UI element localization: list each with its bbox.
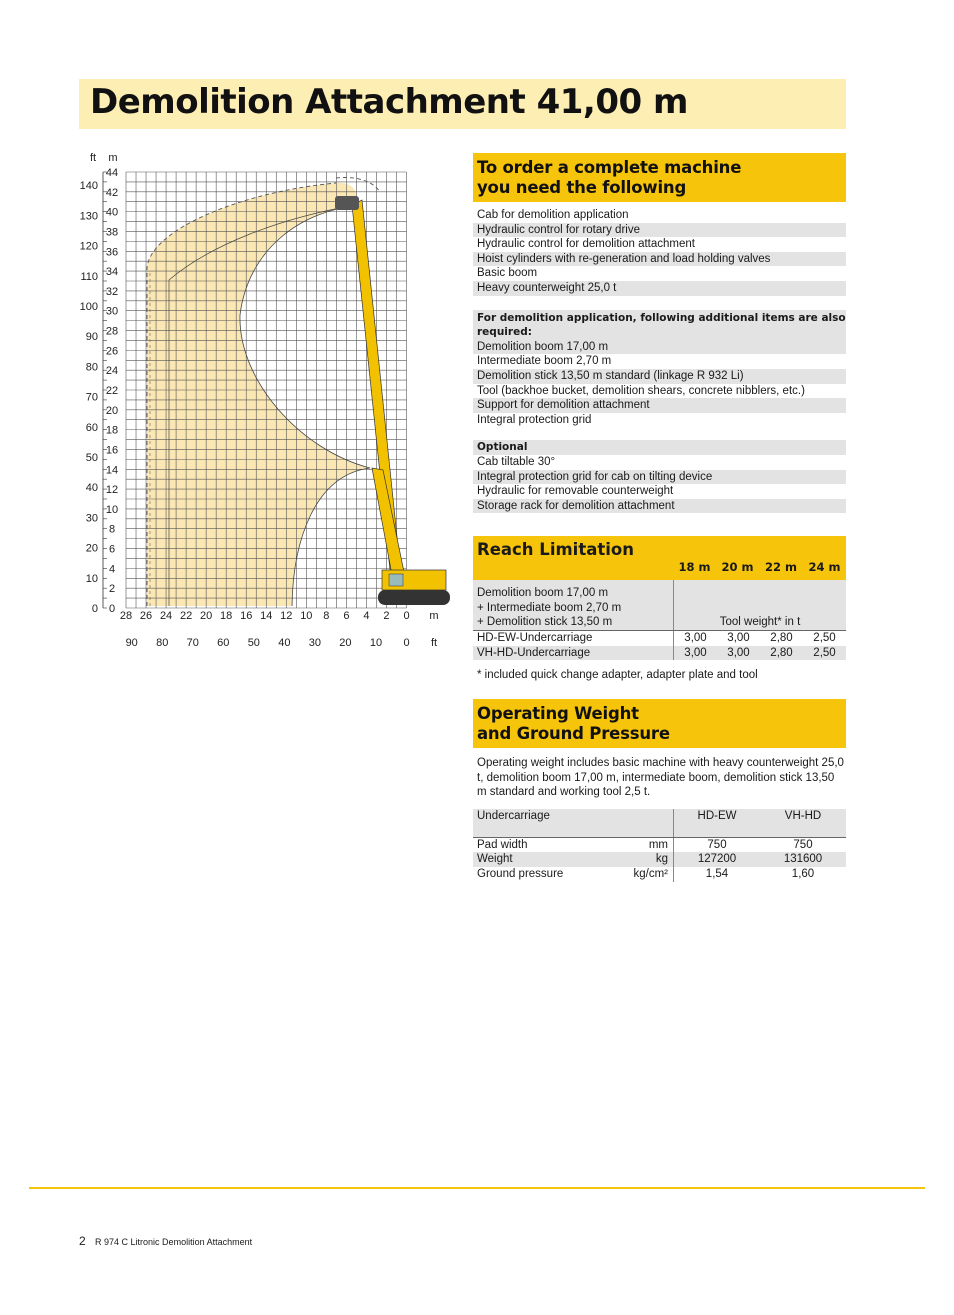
list-item: Hydraulic control for demolition attachment [477, 238, 695, 251]
table-row [473, 867, 846, 882]
x-tick-m-label: 0 [403, 610, 410, 622]
y-tick-ft-label: 10 [85, 572, 98, 585]
y-tick-ft-label: 130 [79, 210, 98, 223]
x-tick-ft-label: 90 [125, 637, 138, 649]
x-tick-ft-label: 10 [369, 637, 383, 649]
additional-list [473, 310, 846, 428]
order-list [473, 208, 846, 296]
y-tick-m-label: 14 [105, 464, 119, 477]
reach-col-24: 24 m [808, 560, 841, 574]
y-tick-ft-label: 0 [91, 603, 98, 615]
x-ft-unit-label: ft [430, 637, 438, 649]
y-tick-ft-label: 90 [85, 331, 98, 344]
x-tick-m-label: 22 [179, 610, 193, 622]
y-tick-m-label: 8 [108, 523, 116, 536]
list-item: Cab tiltable 30° [477, 455, 556, 468]
operating-section [473, 699, 846, 882]
x-tick-m-label: 6 [343, 610, 350, 622]
y-tick-m-label: 6 [108, 543, 116, 556]
footer [79, 1234, 252, 1248]
x-tick-ft-label: 0 [403, 637, 410, 649]
page-title: Demolition Attachment 41,00 m [90, 82, 688, 122]
y-tick-m-label: 22 [105, 385, 119, 397]
operating-table [473, 809, 846, 882]
row-unit: kg/cm² [633, 867, 668, 880]
config-line: Demolition boom 17,00 m [477, 587, 609, 599]
ft-unit-label: ft [89, 152, 97, 164]
x-tick-m-label: 28 [119, 610, 133, 622]
x-tick-m-label: 26 [139, 610, 153, 622]
reach-heading-bar [473, 536, 846, 580]
y-tick-m-label: 0 [108, 603, 116, 615]
y-tick-ft-label: 80 [85, 361, 98, 374]
list-item: Basic boom [477, 267, 538, 280]
x-tick-m-label: 18 [220, 610, 233, 622]
footer-divider [29, 1187, 925, 1189]
m-unit-label: m [108, 152, 118, 164]
order-heading-line1: To order a complete machine [477, 158, 742, 177]
row-label: Pad width [477, 838, 528, 851]
order-heading [473, 153, 846, 202]
col-vh-hd: VH-HD [784, 809, 822, 822]
optional-heading: Optional [473, 440, 846, 455]
table-row [473, 852, 846, 867]
list-item: Tool (backhoe bucket, demolition shears, concrete nibblers, etc.) [477, 384, 805, 397]
additional-heading: For demolition application, following additional items are also required: [473, 310, 846, 340]
demolition-stick [352, 200, 400, 570]
y-tick-ft-label: 30 [85, 512, 98, 525]
list-item: Integral protection grid for cab on tilting device [473, 470, 846, 485]
y-tick-ft-label: 50 [85, 451, 98, 464]
list-item: Hydraulic control for rotary drive [473, 223, 846, 238]
list-item: Cab for demolition application [477, 209, 629, 221]
optional-list [473, 440, 846, 513]
y-tick-m-label: 18 [105, 424, 119, 437]
row-value: 750 [707, 838, 727, 851]
x-tick-ft-label: 70 [186, 637, 199, 649]
y-tick-m-label: 2 [108, 583, 116, 596]
row-value: 131600 [783, 853, 823, 866]
row-label: Weight [477, 853, 513, 866]
y-tick-m-label: 34 [105, 266, 119, 279]
reach-value: 2,50 [813, 646, 836, 659]
x-tick-m-label: 20 [200, 610, 213, 622]
working-range-chart [0, 140, 460, 660]
page-number: 2 [79, 1234, 86, 1248]
table-row [473, 838, 846, 853]
config-line: + Intermediate boom 2,70 m [477, 601, 622, 614]
list-item: Heavy counterweight 25,0 t [473, 281, 846, 296]
list-item: Hydraulic for removable counterweight [477, 485, 674, 498]
y-tick-m-label: 10 [105, 503, 119, 516]
y-tick-m-label: 40 [105, 206, 119, 219]
y-tick-ft-label: 140 [79, 180, 98, 193]
x-tick-m-label: 2 [383, 610, 390, 622]
y-tick-ft-label: 110 [80, 270, 98, 283]
x-tick-m-label: 24 [159, 610, 173, 622]
reach-col-18: 18 m [678, 560, 711, 574]
list-item: Integral protection grid [477, 413, 592, 426]
x-tick-m-label: 10 [300, 610, 313, 622]
operating-description: Operating weight includes basic machine with heavy counterweight 25,0 t, demolition boom 17,00 m, intermediate boom, demolition stick 13,50 m standard and working tool 2,5 t. [477, 757, 844, 799]
list-item: Demolition boom 17,00 m [473, 340, 846, 355]
y-tick-m-label: 42 [105, 186, 119, 199]
y-tick-ft-label: 100 [79, 300, 98, 313]
row-value: 127200 [697, 853, 737, 866]
undercarriage-label: Undercarriage [477, 809, 550, 822]
x-tick-ft-label: 20 [339, 637, 352, 649]
x-tick-ft-label: 80 [156, 637, 169, 649]
x-tick-ft-label: 30 [308, 637, 322, 649]
reach-heading: Reach Limitation [477, 540, 634, 559]
x-tick-ft-label: 40 [278, 637, 291, 649]
y-tick-m-label: 30 [105, 305, 119, 318]
reach-value: 3,00 [684, 632, 707, 644]
operating-header [473, 809, 846, 837]
document-title: R 974 C Litronic Demolition Attachment [95, 1237, 253, 1247]
reach-value: 2,80 [770, 646, 793, 659]
list-item: Intermediate boom 2,70 m [477, 355, 612, 368]
y-tick-m-label: 38 [105, 226, 119, 239]
row-unit: kg [655, 853, 668, 866]
x-tick-m-label: 16 [240, 610, 253, 622]
reach-value: 3,00 [727, 646, 750, 659]
x-tick-ft-label: 60 [217, 637, 230, 649]
list-item: Hoist cylinders with re-generation and load holding valves [473, 252, 846, 267]
y-tick-m-label: 4 [108, 563, 116, 576]
reach-col-20: 20 m [721, 560, 754, 574]
y-tick-ft-label: 70 [85, 391, 98, 404]
reach-value: 2,80 [770, 632, 793, 644]
row-value: 1,60 [791, 867, 815, 880]
list-item: Demolition stick 13,50 m standard (linkage R 932 Li) [473, 369, 846, 384]
row-label: Ground pressure [477, 867, 564, 880]
operating-heading-line1: Operating Weight [477, 704, 639, 723]
y-tick-ft-label: 40 [85, 482, 98, 495]
row-unit: mm [648, 838, 668, 851]
reach-config [473, 580, 846, 630]
y-tick-ft-label: 60 [85, 421, 98, 434]
demolition-tool [335, 196, 359, 210]
y-tick-ft-label: 20 [85, 542, 98, 555]
reach-value: 2,50 [813, 632, 836, 644]
table-row [473, 646, 846, 661]
y-tick-m-label: 28 [105, 325, 119, 338]
row-value: 750 [793, 838, 813, 851]
config-line: + Demolition stick 13,50 m [477, 616, 613, 629]
operating-heading-line2: and Ground Pressure [477, 724, 670, 743]
list-item: Storage rack for demolition attachment [473, 499, 846, 514]
reach-row-label: HD-EW-Undercarriage [477, 632, 593, 644]
x-tick-m-label: 14 [260, 610, 273, 622]
y-tick-m-label: 12 [105, 484, 119, 497]
y-tick-m-label: 26 [105, 345, 119, 358]
y-tick-m-label: 24 [105, 365, 119, 378]
reach-footnote: * included quick change adapter, adapter plate and tool [477, 669, 758, 682]
undercarriage-track [378, 590, 450, 605]
y-tick-m-label: 44 [105, 167, 119, 179]
y-tick-m-label: 16 [105, 444, 119, 457]
tool-weight-label: Tool weight* in t [719, 616, 801, 628]
cab [389, 574, 403, 586]
reach-row-label: VH-HD-Undercarriage [477, 646, 591, 659]
reach-value: 3,00 [727, 632, 750, 644]
reach-col-22: 22 m [765, 560, 797, 574]
x-tick-m-label: 8 [323, 610, 330, 622]
y-tick-m-label: 20 [105, 404, 119, 417]
reach-section [473, 536, 846, 683]
row-value: 1,54 [705, 867, 729, 880]
order-heading-line2: you need the following [477, 178, 687, 197]
x-tick-m-label: 12 [280, 610, 293, 622]
y-tick-ft-label: 120 [79, 240, 98, 253]
order-section [473, 153, 846, 513]
reach-rows [473, 631, 846, 660]
x-tick-ft-label: 50 [247, 637, 260, 649]
col-hd-ew: HD-EW [697, 809, 737, 822]
x-m-unit-label: m [429, 610, 439, 622]
x-tick-m-label: 4 [363, 610, 370, 622]
reach-value: 3,00 [684, 646, 707, 659]
list-item: Support for demolition attachment [473, 398, 846, 413]
y-tick-m-label: 36 [105, 246, 119, 259]
y-tick-m-label: 32 [105, 285, 119, 298]
title-bar [79, 79, 846, 129]
operating-heading [473, 699, 846, 748]
table-row [473, 631, 846, 646]
